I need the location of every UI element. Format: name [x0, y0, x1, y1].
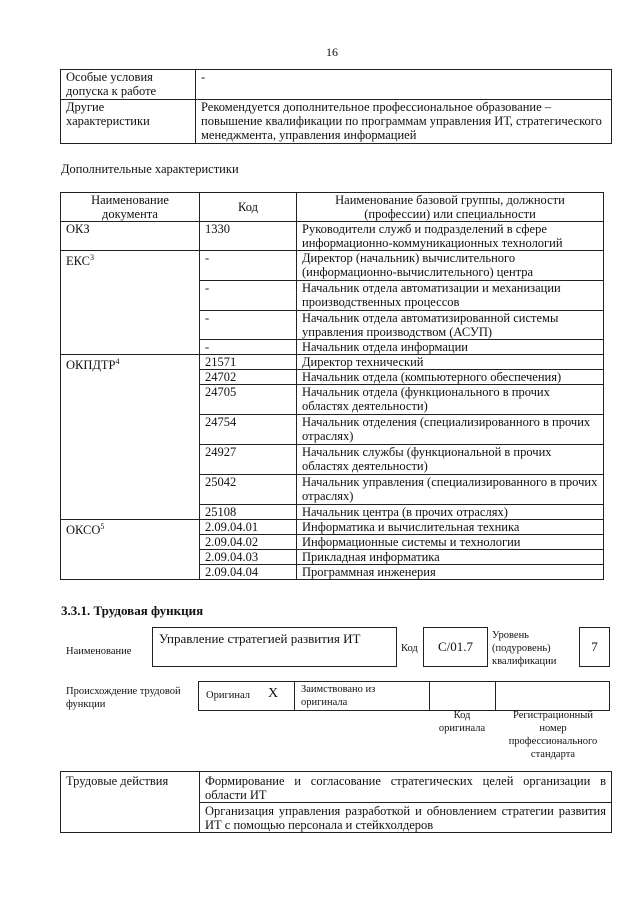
- okpdtr-code: 24927: [200, 445, 297, 475]
- okz-code: 1330: [200, 222, 297, 251]
- okpdtr-name: Начальник отдела (функционального в прочих областях деятельности): [297, 385, 604, 415]
- okpdtr-name: Начальник отдела (компьютерного обеспечения): [297, 370, 604, 385]
- header-name: Наименование базовой группы, должности (профессии) или специальности: [297, 193, 604, 222]
- eks-name: Начальник отдела автоматизированной системы управления производством (АСУП): [297, 311, 604, 340]
- code-label: Код: [401, 643, 418, 654]
- okpdtr-code: 21571: [200, 355, 297, 370]
- labor-function-name: Управление стратегией развития ИТ: [159, 631, 361, 646]
- okpdtr-name: Начальник службы (функциональной в прочих областях деятельности): [297, 445, 604, 475]
- okso-name: Информатика и вычислительная техника: [297, 520, 604, 535]
- okso-code: 2.09.04.04: [200, 565, 297, 580]
- origin-divider: [495, 681, 496, 710]
- labor-function-title: 3.3.1. Трудовая функция: [61, 603, 204, 618]
- okz-doc: ОКЗ: [61, 222, 200, 251]
- page-number: 16: [326, 45, 338, 59]
- labor-action-item: Формирование и согласование стратегических целей организации в области ИТ: [200, 772, 612, 803]
- additional-characteristics-title: Дополнительные характеристики: [61, 162, 239, 176]
- origin-divider: [429, 681, 430, 710]
- labor-action-item: Организация управления разработкой и обновлением стратегии развития ИТ с помощью персонала и стейкхолдеров: [200, 803, 612, 833]
- okso-name: Программная инженерия: [297, 565, 604, 580]
- labor-function-code: C/01.7: [437, 639, 474, 654]
- other-characteristics-label: Другие характеристики: [61, 100, 196, 144]
- eks-code: -: [200, 340, 297, 355]
- eks-code: -: [200, 311, 297, 340]
- qualification-level-label: Уровень (подуровень) квалификации: [492, 630, 557, 667]
- original-label: Оригинал: [206, 690, 250, 701]
- okso-footnote: 5: [100, 522, 105, 531]
- eks-doc: [61, 251, 200, 355]
- okso-code: 2.09.04.02: [200, 535, 297, 550]
- header-doc: Наименование документа: [61, 193, 200, 222]
- table-row: [61, 772, 612, 803]
- okz-name: Руководители служб и подразделений в сфере информационно-коммуникационных технологий: [297, 222, 604, 251]
- okso-code: 2.09.04.01: [200, 520, 297, 535]
- eks-doc-label: ЕКС: [66, 254, 90, 269]
- okpdtr-code: 24702: [200, 370, 297, 385]
- okpdtr-footnote: 4: [115, 357, 120, 366]
- borrowed-label: Заимствовано из оригинала: [301, 684, 376, 708]
- name-value-box: [152, 627, 397, 667]
- eks-code: -: [200, 251, 297, 281]
- name-label: Наименование: [66, 646, 132, 657]
- conditions-table: [60, 69, 612, 144]
- code-origin-label: Код оригинала: [438, 710, 486, 734]
- okso-code: 2.09.04.03: [200, 550, 297, 565]
- original-mark: X: [268, 686, 279, 701]
- table-header-row: [61, 193, 604, 222]
- okpdtr-code: 25108: [200, 505, 297, 520]
- table-row: [61, 251, 604, 281]
- okso-doc-label: ОКСО: [66, 523, 101, 538]
- special-conditions-label: Особые условия допуска к работе: [61, 70, 196, 100]
- okso-doc: [61, 520, 200, 580]
- eks-name: Директор (начальник) вычислительного (информационно-вычислительного) центра: [297, 251, 604, 281]
- okpdtr-name: Начальник центра (в прочих отраслях): [297, 505, 604, 520]
- table-row: [61, 355, 604, 370]
- okpdtr-code: 24754: [200, 415, 297, 445]
- table-row: [61, 520, 604, 535]
- qualification-level-value: 7: [591, 639, 598, 654]
- header-code: Код: [200, 193, 297, 222]
- special-conditions-value: -: [196, 70, 612, 100]
- okpdtr-doc: [61, 355, 200, 520]
- okpdtr-name: Начальник отделения (специализированного в прочих отраслях): [297, 415, 604, 445]
- labor-actions-label: Трудовые действия: [61, 772, 200, 833]
- code-value-box: [423, 627, 488, 667]
- eks-name: Начальник отдела информации: [297, 340, 604, 355]
- eks-name: Начальник отдела автоматизации и механизации производственных процессов: [297, 281, 604, 311]
- okpdtr-name: Директор технический: [297, 355, 604, 370]
- origin-divider: [294, 681, 295, 710]
- okpdtr-code: 25042: [200, 475, 297, 505]
- table-row: [61, 70, 612, 100]
- table-row: [61, 100, 612, 144]
- eks-code: -: [200, 281, 297, 311]
- table-row: [61, 222, 604, 251]
- additional-characteristics-table: [60, 192, 604, 580]
- eks-footnote: 3: [90, 253, 94, 262]
- okso-name: Прикладная информатика: [297, 550, 604, 565]
- okpdtr-code: 24705: [200, 385, 297, 415]
- registration-number-label: Регистрационный номер профессионального стандарта: [508, 710, 598, 760]
- origin-label: Происхождение трудовой функции: [66, 686, 181, 710]
- other-characteristics-value: Рекомендуется дополнительное профессиональное образование – повышение квалификации по программам управления ИТ, стратегического менеджмента, управления информацией: [196, 100, 612, 144]
- labor-actions-table: [60, 771, 612, 833]
- okpdtr-doc-label: ОКПДТР: [66, 358, 116, 373]
- level-value-box: [579, 627, 610, 667]
- okso-name: Информационные системы и технологии: [297, 535, 604, 550]
- okpdtr-name: Начальник управления (специализированного в прочих отраслях): [297, 475, 604, 505]
